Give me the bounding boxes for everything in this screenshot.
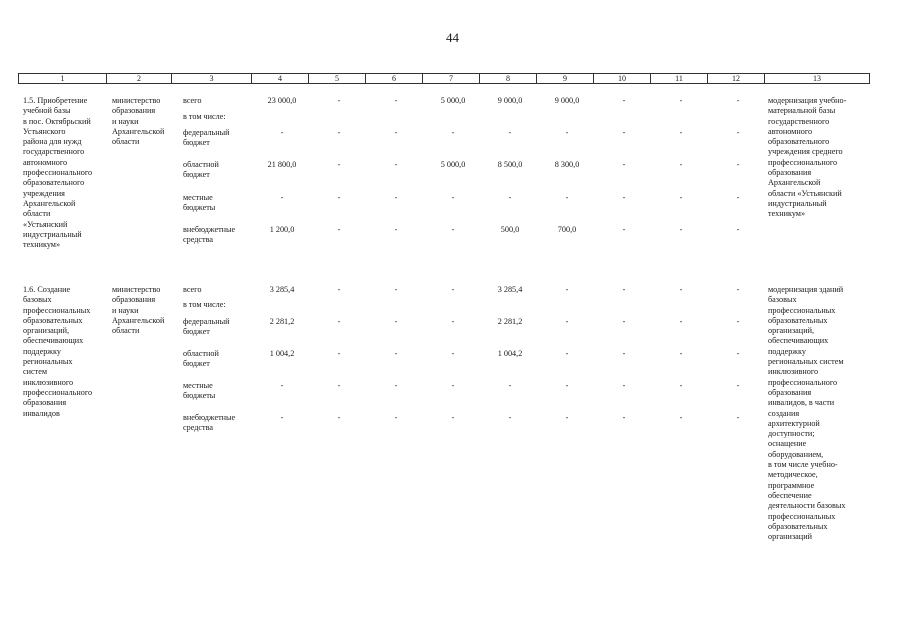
funding-value: 1 004,2: [497, 349, 523, 358]
source-label: федеральный бюджет: [183, 128, 230, 148]
column-header: 8: [480, 74, 537, 84]
source-label: областной бюджет: [183, 349, 219, 369]
funding-value: -: [280, 413, 284, 422]
funding-value: -: [337, 285, 341, 294]
funding-value: -: [337, 413, 341, 422]
funding-value: -: [679, 193, 683, 202]
column-number-header: [18, 73, 870, 84]
column-header: 9: [537, 74, 594, 84]
funding-value: -: [736, 128, 740, 137]
funding-value: -: [736, 349, 740, 358]
funding-value: -: [565, 128, 569, 137]
funding-value: -: [679, 128, 683, 137]
funding-value: -: [394, 285, 398, 294]
column-header: 7: [423, 74, 480, 84]
funding-value: -: [679, 381, 683, 390]
funding-value: 500,0: [500, 225, 520, 234]
funding-value: -: [622, 349, 626, 358]
funding-value: -: [394, 128, 398, 137]
source-label: в том числе:: [183, 300, 226, 309]
source-label: областной бюджет: [183, 160, 219, 180]
funding-value: -: [622, 285, 626, 294]
funding-value: -: [565, 381, 569, 390]
funding-value: -: [679, 317, 683, 326]
funding-value: 2 281,2: [497, 317, 523, 326]
funding-value: -: [337, 160, 341, 169]
funding-value: -: [679, 413, 683, 422]
funding-value: -: [394, 349, 398, 358]
funding-value: -: [622, 160, 626, 169]
funding-value: -: [736, 381, 740, 390]
funding-value: -: [280, 381, 284, 390]
column-header: 12: [708, 74, 765, 84]
funding-value: -: [337, 225, 341, 234]
funding-value: -: [337, 349, 341, 358]
source-label: внебюджетные средства: [183, 225, 236, 245]
funding-value: 8 500,0: [497, 160, 523, 169]
funding-value: 5 000,0: [440, 160, 466, 169]
funding-value: 2 281,2: [269, 317, 295, 326]
column-header: 6: [366, 74, 423, 84]
funding-value: -: [394, 225, 398, 234]
funding-value: -: [622, 317, 626, 326]
measure-result: модернизация учебно- материальной базы государственного автономного образовательного учреждения среднего профессионального образования Архангельской области «Устьянский индустриальный техникум»: [768, 96, 847, 219]
funding-value: 1 004,2: [269, 349, 295, 358]
funding-value: 5 000,0: [440, 96, 466, 105]
funding-value: 9 000,0: [497, 96, 523, 105]
funding-value: -: [280, 128, 284, 137]
funding-value: -: [736, 285, 740, 294]
funding-value: -: [451, 285, 455, 294]
funding-value: -: [736, 413, 740, 422]
funding-value: 3 285,4: [497, 285, 523, 294]
funding-value: -: [622, 96, 626, 105]
funding-value: -: [565, 317, 569, 326]
funding-value: -: [394, 413, 398, 422]
funding-value: 700,0: [557, 225, 577, 234]
funding-value: -: [508, 193, 512, 202]
funding-value: -: [451, 413, 455, 422]
column-header: 2: [107, 74, 172, 84]
funding-value: -: [679, 349, 683, 358]
funding-value: -: [394, 96, 398, 105]
source-label: внебюджетные средства: [183, 413, 236, 433]
column-header: 4: [252, 74, 309, 84]
funding-value: 8 300,0: [554, 160, 580, 169]
funding-value: -: [622, 413, 626, 422]
funding-value: -: [394, 317, 398, 326]
funding-value: -: [451, 225, 455, 234]
source-label: местные бюджеты: [183, 193, 216, 213]
funding-value: -: [451, 349, 455, 358]
funding-value: 23 000,0: [267, 96, 297, 105]
column-header: 11: [651, 74, 708, 84]
measure-result: модернизация зданий базовых профессиональных образовательных организаций, обеспечивающих поддержку региональных систем инклюзивного профессионального образования инвалидов, в части создания архитектурной доступности; оснащение оборудованием, в том числе учебно- методическое, программное обеспечение деятельности базовых профессиональных образовательных организаций: [768, 285, 846, 542]
funding-value: -: [394, 381, 398, 390]
funding-value: -: [508, 128, 512, 137]
column-header: 5: [309, 74, 366, 84]
funding-value: -: [337, 317, 341, 326]
source-label: федеральный бюджет: [183, 317, 230, 337]
source-label: всего: [183, 285, 202, 294]
funding-value: -: [451, 128, 455, 137]
measure-title: 1.6. Создание базовых профессиональных образовательных организаций, обеспечивающих поддержку региональных систем инклюзивного профессионального образования инвалидов: [23, 285, 93, 418]
funding-value: -: [679, 160, 683, 169]
column-header: 1: [19, 74, 107, 84]
funding-value: -: [337, 193, 341, 202]
funding-value: -: [736, 160, 740, 169]
funding-value: -: [736, 317, 740, 326]
source-label: местные бюджеты: [183, 381, 216, 401]
funding-value: -: [337, 381, 341, 390]
source-label: в том числе:: [183, 112, 226, 121]
source-label: всего: [183, 96, 202, 105]
funding-value: -: [622, 128, 626, 137]
funding-value: -: [679, 285, 683, 294]
measure-executor: министерство образования и науки Архангельской области: [112, 285, 165, 336]
measure-executor: министерство образования и науки Архангельской области: [112, 96, 165, 147]
funding-value: -: [622, 193, 626, 202]
funding-value: 1 200,0: [269, 225, 295, 234]
funding-value: -: [508, 381, 512, 390]
column-header: 13: [765, 74, 870, 84]
funding-value: 9 000,0: [554, 96, 580, 105]
funding-value: -: [679, 96, 683, 105]
funding-value: -: [679, 225, 683, 234]
funding-value: -: [565, 285, 569, 294]
funding-value: -: [394, 193, 398, 202]
funding-value: -: [337, 96, 341, 105]
funding-value: -: [622, 225, 626, 234]
funding-value: -: [394, 160, 398, 169]
funding-value: -: [337, 128, 341, 137]
measure-title: 1.5. Приобретение учебной базы в пос. Октябрьский Устьянского района для нужд государственного автономного профессионального образовательного учреждения Архангельской области «Устьянский индустриальный техникум»: [23, 96, 93, 250]
funding-value: -: [508, 413, 512, 422]
funding-value: 21 800,0: [267, 160, 297, 169]
funding-value: -: [451, 317, 455, 326]
funding-value: -: [622, 381, 626, 390]
funding-value: -: [451, 193, 455, 202]
funding-value: -: [736, 193, 740, 202]
funding-value: -: [451, 381, 455, 390]
funding-value: -: [280, 193, 284, 202]
funding-value: -: [565, 349, 569, 358]
funding-value: -: [565, 413, 569, 422]
funding-value: -: [736, 225, 740, 234]
column-header: 10: [594, 74, 651, 84]
page-number: 44: [446, 30, 459, 45]
funding-value: 3 285,4: [269, 285, 295, 294]
funding-value: -: [565, 193, 569, 202]
column-header: 3: [172, 74, 252, 84]
funding-value: -: [736, 96, 740, 105]
